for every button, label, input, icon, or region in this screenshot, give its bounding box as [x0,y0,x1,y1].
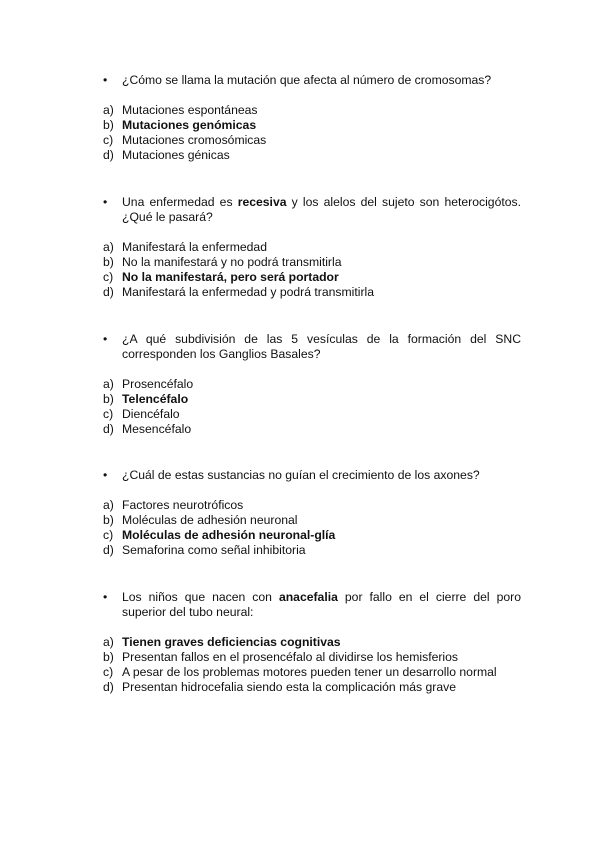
option-b-correct: b) Telencéfalo [103,392,189,406]
question-stem: • Los niños que nacen con anacefalia por fallo en el cierre del poro superior del tubo neural: [103,590,521,619]
option-b: b) Presentan fallos en el prosencéfalo al dividirse los hemisferios [103,650,459,664]
options-list [103,377,521,437]
bullet-icon: • [103,73,108,87]
option-d: d) Mesencéfalo [103,422,192,436]
options-list [103,635,521,695]
option-d: d) Manifestará la enfermedad y podrá transmitirla [103,285,374,299]
bullet-icon: • [103,195,108,209]
option-b-correct: b) Mutaciones genómicas [103,118,257,132]
option-d: d) Presentan hidrocefalia siendo esta la complicación más grave [103,680,456,694]
option-d: d) Mutaciones génicas [103,148,230,162]
bullet-icon: • [103,468,108,482]
option-c: c) Mutaciones cromosómicas [103,133,267,147]
question-4 [103,468,521,558]
option-c-correct: c) Moléculas de adhesión neuronal-glía [103,528,336,542]
question-stem: • ¿Cuál de estas sustancias no guían el crecimiento de los axones? [103,468,480,482]
option-a: a) Manifestará la enfermedad [103,240,267,254]
option-d: d) Semaforina como señal inhibitoria [103,543,306,557]
question-stem: • Una enfermedad es recesiva y los alelos del sujeto son heterocigótos. ¿Qué le pasará? [103,195,522,224]
question-3 [103,332,521,437]
question-5 [103,590,521,695]
bullet-icon: • [103,590,108,604]
option-a: a) Factores neurotróficos [103,498,244,512]
option-b: b) No la manifestará y no podrá transmitirla [103,255,342,269]
options-list [103,103,521,163]
option-c: c) Diencéfalo [103,407,180,421]
option-c: c) A pesar de los problemas motores pueden tener un desarrollo normal [103,665,497,679]
question-stem: • ¿A qué subdivisión de las 5 vesículas de la formación del SNC corresponden los Ganglios Basales? [103,332,521,361]
option-b: b) Moléculas de adhesión neuronal [103,513,298,527]
option-c-correct: c) No la manifestará, pero será portador [103,270,339,284]
question-2 [103,195,521,300]
bullet-icon: • [103,332,108,346]
options-list [103,240,521,300]
option-a-correct: a) Tienen graves deficiencias cognitivas [103,635,341,649]
option-a: a) Prosencéfalo [103,377,194,391]
option-a: a) Mutaciones espontáneas [103,103,258,117]
question-1 [103,73,521,163]
options-list [103,498,521,558]
question-stem: • ¿Cómo se llama la mutación que afecta al número de cromosomas? [103,73,492,87]
